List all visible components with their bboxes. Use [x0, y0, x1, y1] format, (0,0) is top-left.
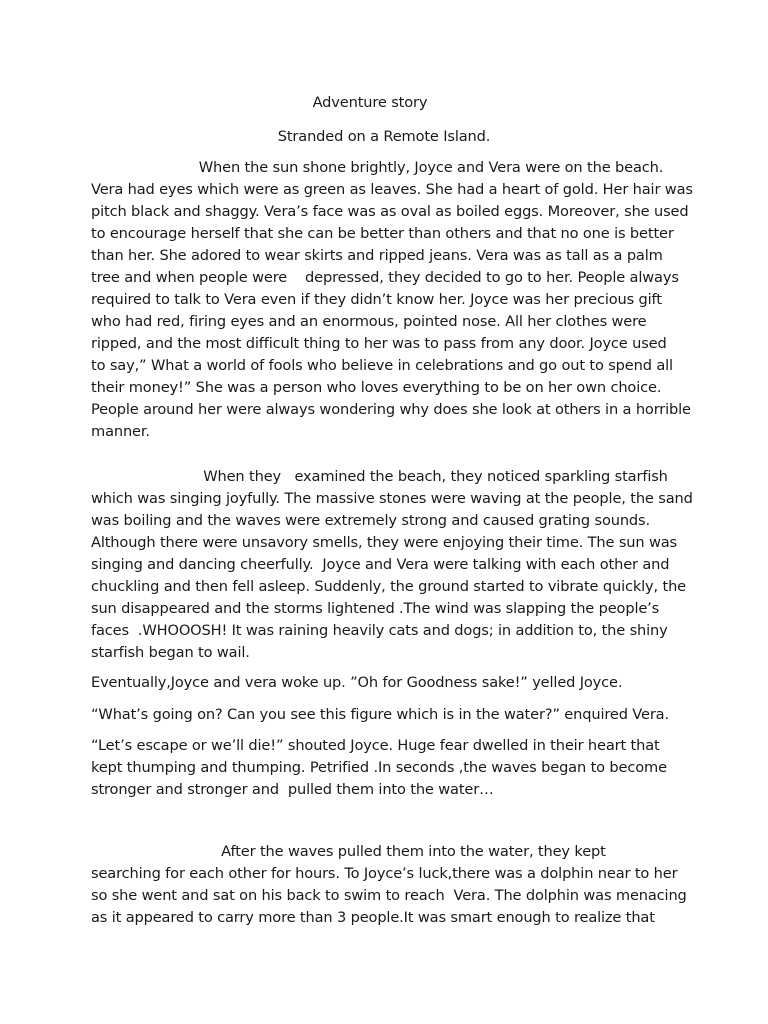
paragraph-introduction: [91, 157, 693, 443]
text-line: Eventually,Joyce and vera woke up. ”Oh for Goodness sake!” yelled Joyce.: [91, 674, 623, 691]
text-line: stronger and stronger and pulled them into the water…: [91, 781, 494, 798]
paragraph-vera-question: [91, 704, 681, 726]
text-line: which was singing joyfully. The massive stones were waving at the people, the sand: [91, 490, 693, 507]
text-line: After the waves pulled them into the water, they kept: [91, 843, 606, 860]
text-line: Although there were unsavory smells, they were enjoying their time. The sun was: [91, 534, 678, 551]
text-line: ripped, and the most difficult thing to her was to pass from any door. Joyce used: [91, 335, 667, 352]
paragraph-beach: [91, 466, 693, 664]
paragraph-wake-up: [91, 672, 681, 694]
text-line: to encourage herself that she can be better than others and that no one is better: [91, 225, 674, 242]
text-line: chuckling and then fell asleep. Suddenly, the ground started to vibrate quickly, the: [91, 578, 687, 595]
text-line: required to talk to Vera even if they didn’t know her. Joyce was her precious gift: [91, 291, 662, 308]
text-line: starfish began to wail.: [91, 644, 250, 661]
text-line: who had red, firing eyes and an enormous, pointed nose. All her clothes were: [91, 313, 647, 330]
text-line: manner.: [91, 423, 150, 440]
story-title: Stranded on a Remote Island.: [277, 128, 491, 145]
text-line: pitch black and shaggy. Vera’s face was as oval as boiled eggs. Moreover, she used: [91, 203, 689, 220]
text-line: When they examined the beach, they noticed sparkling starfish: [91, 468, 668, 485]
text-line: Vera had eyes which were as green as leaves. She had a heart of gold. Her hair was: [91, 181, 693, 198]
text-line: kept thumping and thumping. Petrified .In seconds ,the waves began to become: [91, 759, 667, 776]
text-line: so she went and sat on his back to swim to reach Vera. The dolphin was menacing: [91, 887, 687, 904]
text-line: “What’s going on? Can you see this figure which is in the water?” enquired Vera.: [91, 706, 669, 723]
text-line: than her. She adored to wear skirts and ripped jeans. Vera was as tall as a palm: [91, 247, 663, 264]
text-line: tree and when people were depressed, they decided to go to her. People always: [91, 269, 679, 286]
paragraph-escape: [91, 735, 681, 801]
text-line: When the sun shone brightly, Joyce and Vera were on the beach.: [91, 159, 664, 176]
text-line: People around her were always wondering why does she look at others in a horrible: [91, 401, 691, 418]
text-line: singing and dancing cheerfully. Joyce and Vera were talking with each other and: [91, 556, 670, 573]
text-line: to say,” What a world of fools who believe in celebrations and go out to spend all: [91, 357, 673, 374]
paragraph-dolphin: [91, 841, 687, 929]
text-line: searching for each other for hours. To Joyce’s luck,there was a dolphin near to her: [91, 865, 678, 882]
story-genre-heading: Adventure story: [312, 94, 428, 111]
text-line: “Let’s escape or we’ll die!” shouted Joyce. Huge fear dwelled in their heart that: [91, 737, 660, 754]
text-line: was boiling and the waves were extremely strong and caused grating sounds.: [91, 512, 650, 529]
text-line: sun disappeared and the storms lightened .The wind was slapping the people’s: [91, 600, 660, 617]
text-line: their money!” She was a person who loves everything to be on her own choice.: [91, 379, 662, 396]
text-line: faces .WHOOOSH! It was raining heavily cats and dogs; in addition to, the shiny: [91, 622, 668, 639]
text-line: as it appeared to carry more than 3 people.It was smart enough to realize that: [91, 909, 655, 926]
